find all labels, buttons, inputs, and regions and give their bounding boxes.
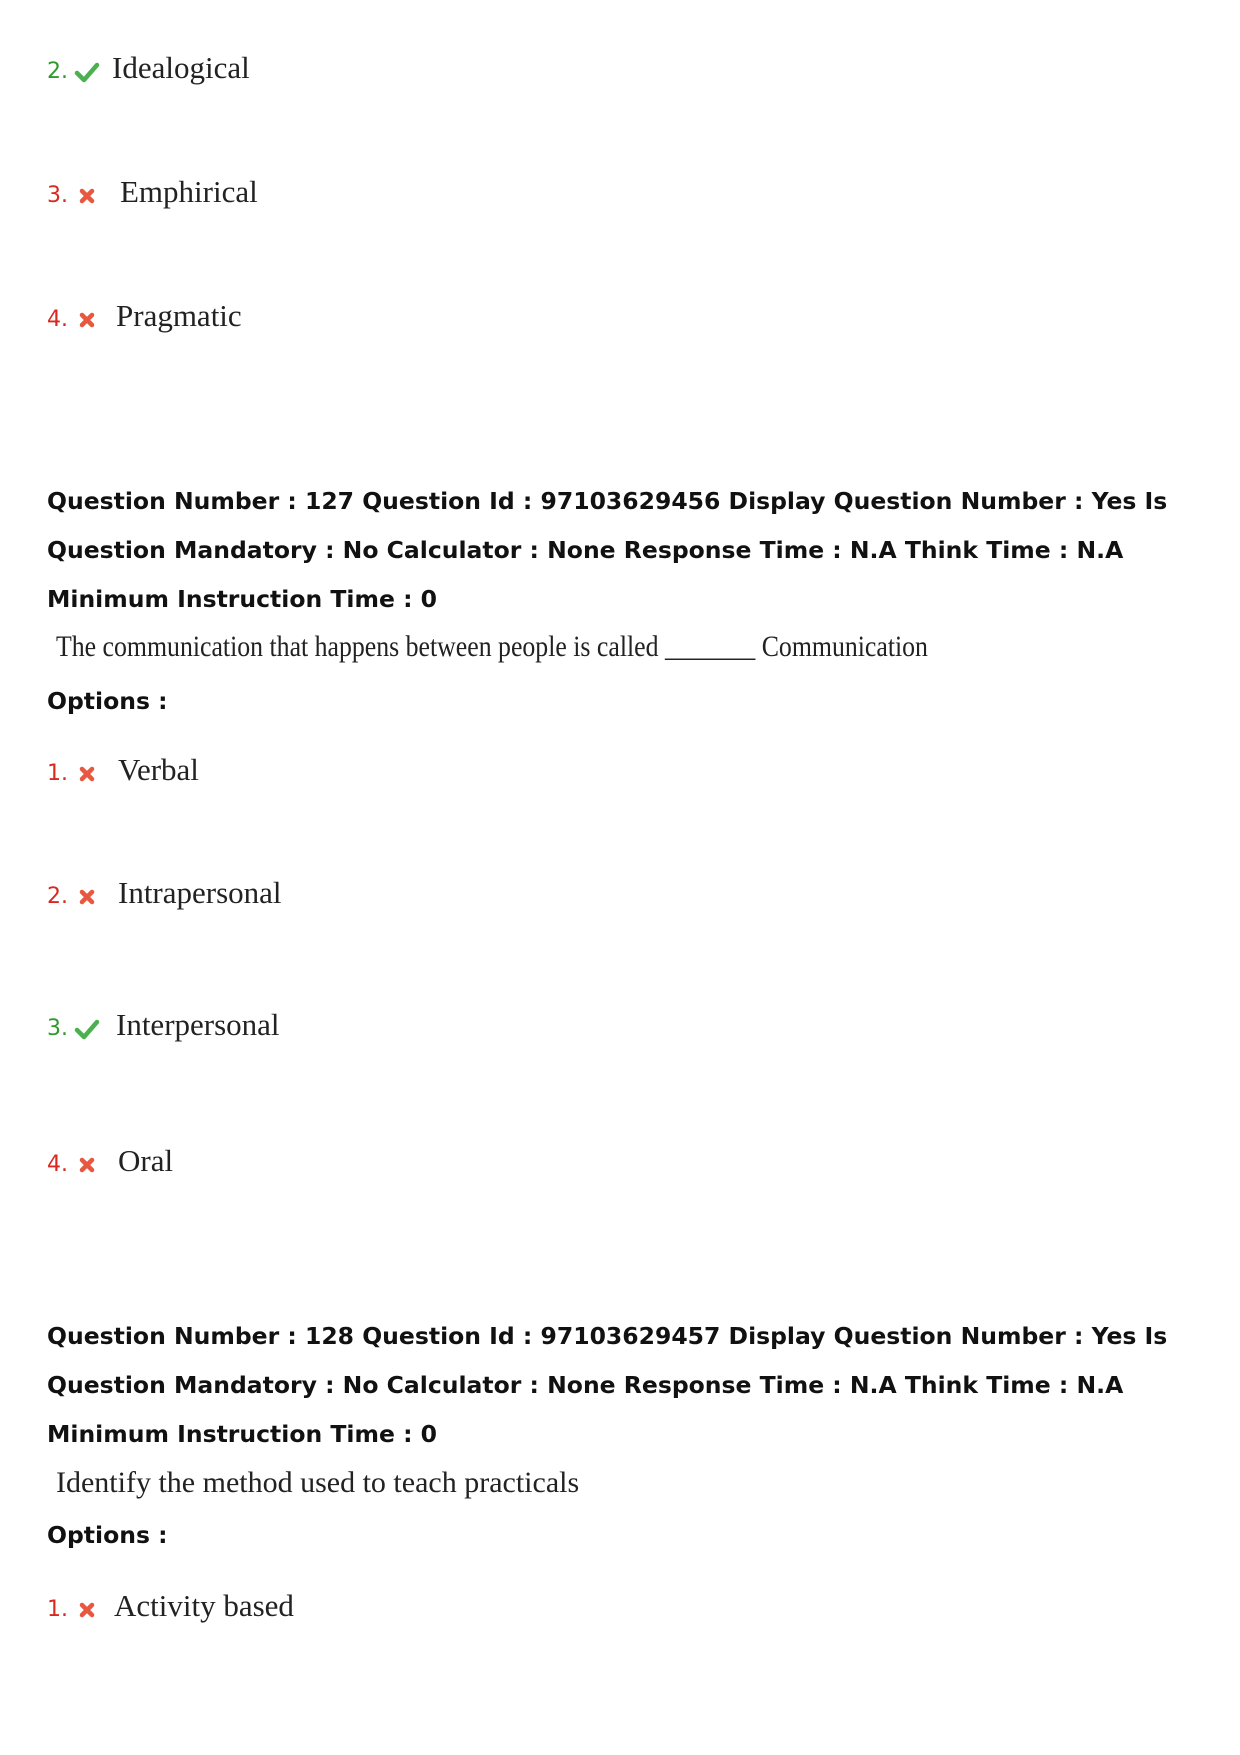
option-text: Idealogical [112, 50, 250, 85]
option-item [47, 877, 282, 908]
option-item [47, 52, 250, 83]
option-item [47, 1145, 173, 1176]
option-text: Oral [118, 1143, 174, 1178]
cross-icon [74, 1152, 100, 1178]
option-text: Activity based [114, 1588, 294, 1623]
question-text: Identify the method used to teach practicals [56, 1466, 580, 1499]
cross-icon [74, 307, 100, 333]
cross-icon [74, 183, 100, 209]
option-number: 4. [47, 307, 68, 332]
cross-icon [74, 761, 100, 787]
option-number: 3. [47, 183, 68, 208]
option-text: Emphirical [120, 174, 258, 209]
option-number: 2. [47, 884, 68, 909]
option-text: Pragmatic [116, 298, 242, 333]
question-meta: Question Number : 128 Question Id : 97103629457 Display Question Number : Yes Is Question Mandatory : No Calculator : None Response Time : N.A Think Time : N.A Minimum Instruction Time : 0 [47, 1322, 1168, 1448]
option-number: 2. [47, 59, 68, 84]
cross-icon [74, 884, 100, 910]
options-label: Options : [47, 1521, 168, 1549]
option-number: 1. [47, 1597, 68, 1622]
question-meta: Question Number : 127 Question Id : 97103629456 Display Question Number : Yes Is Question Mandatory : No Calculator : None Response Time : N.A Think Time : N.A Minimum Instruction Time : 0 [47, 487, 1168, 613]
question-text: The communication that happens between people is called _______ Communication [56, 630, 928, 663]
option-number: 1. [47, 761, 68, 786]
option-item [47, 300, 242, 331]
checkmark-icon [74, 1016, 100, 1042]
option-text: Verbal [118, 752, 199, 787]
checkmark-icon [74, 59, 100, 85]
option-item [47, 1590, 294, 1621]
option-item [47, 754, 199, 785]
option-number: 4. [47, 1152, 68, 1177]
option-text: Intrapersonal [118, 875, 282, 910]
options-label: Options : [47, 687, 168, 715]
option-number: 3. [47, 1016, 68, 1041]
option-item [47, 1009, 280, 1040]
cross-icon [74, 1597, 100, 1623]
option-item [47, 176, 258, 207]
option-text: Interpersonal [116, 1007, 280, 1042]
